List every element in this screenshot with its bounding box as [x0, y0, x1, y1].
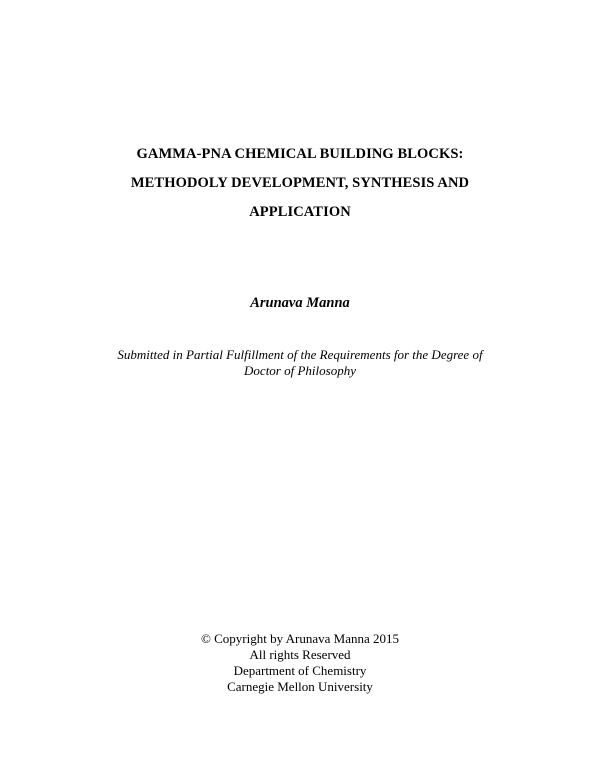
university-name: Carnegie Mellon University	[227, 679, 373, 694]
submission-line-1: Submitted in Partial Fulfillment of the Requirements for the Degree of	[117, 347, 483, 362]
rights-reserved: All rights Reserved	[249, 647, 351, 662]
thesis-title-line-1: GAMMA-PNA CHEMICAL BUILDING BLOCKS:	[136, 146, 464, 162]
department-name: Department of Chemistry	[233, 663, 367, 678]
copyright-block	[60, 631, 540, 695]
author-name: Arunava Manna	[250, 295, 350, 311]
thesis-title-line-3: APPLICATION	[249, 204, 351, 220]
submission-statement	[40, 347, 560, 379]
copyright-notice: © Copyright by Arunava Manna 2015	[201, 631, 399, 646]
submission-line-2: Doctor of Philosophy	[244, 363, 356, 378]
thesis-title-line-2: METHODOLY DEVELOPMENT, SYNTHESIS AND	[130, 175, 470, 191]
thesis-title	[60, 140, 540, 227]
